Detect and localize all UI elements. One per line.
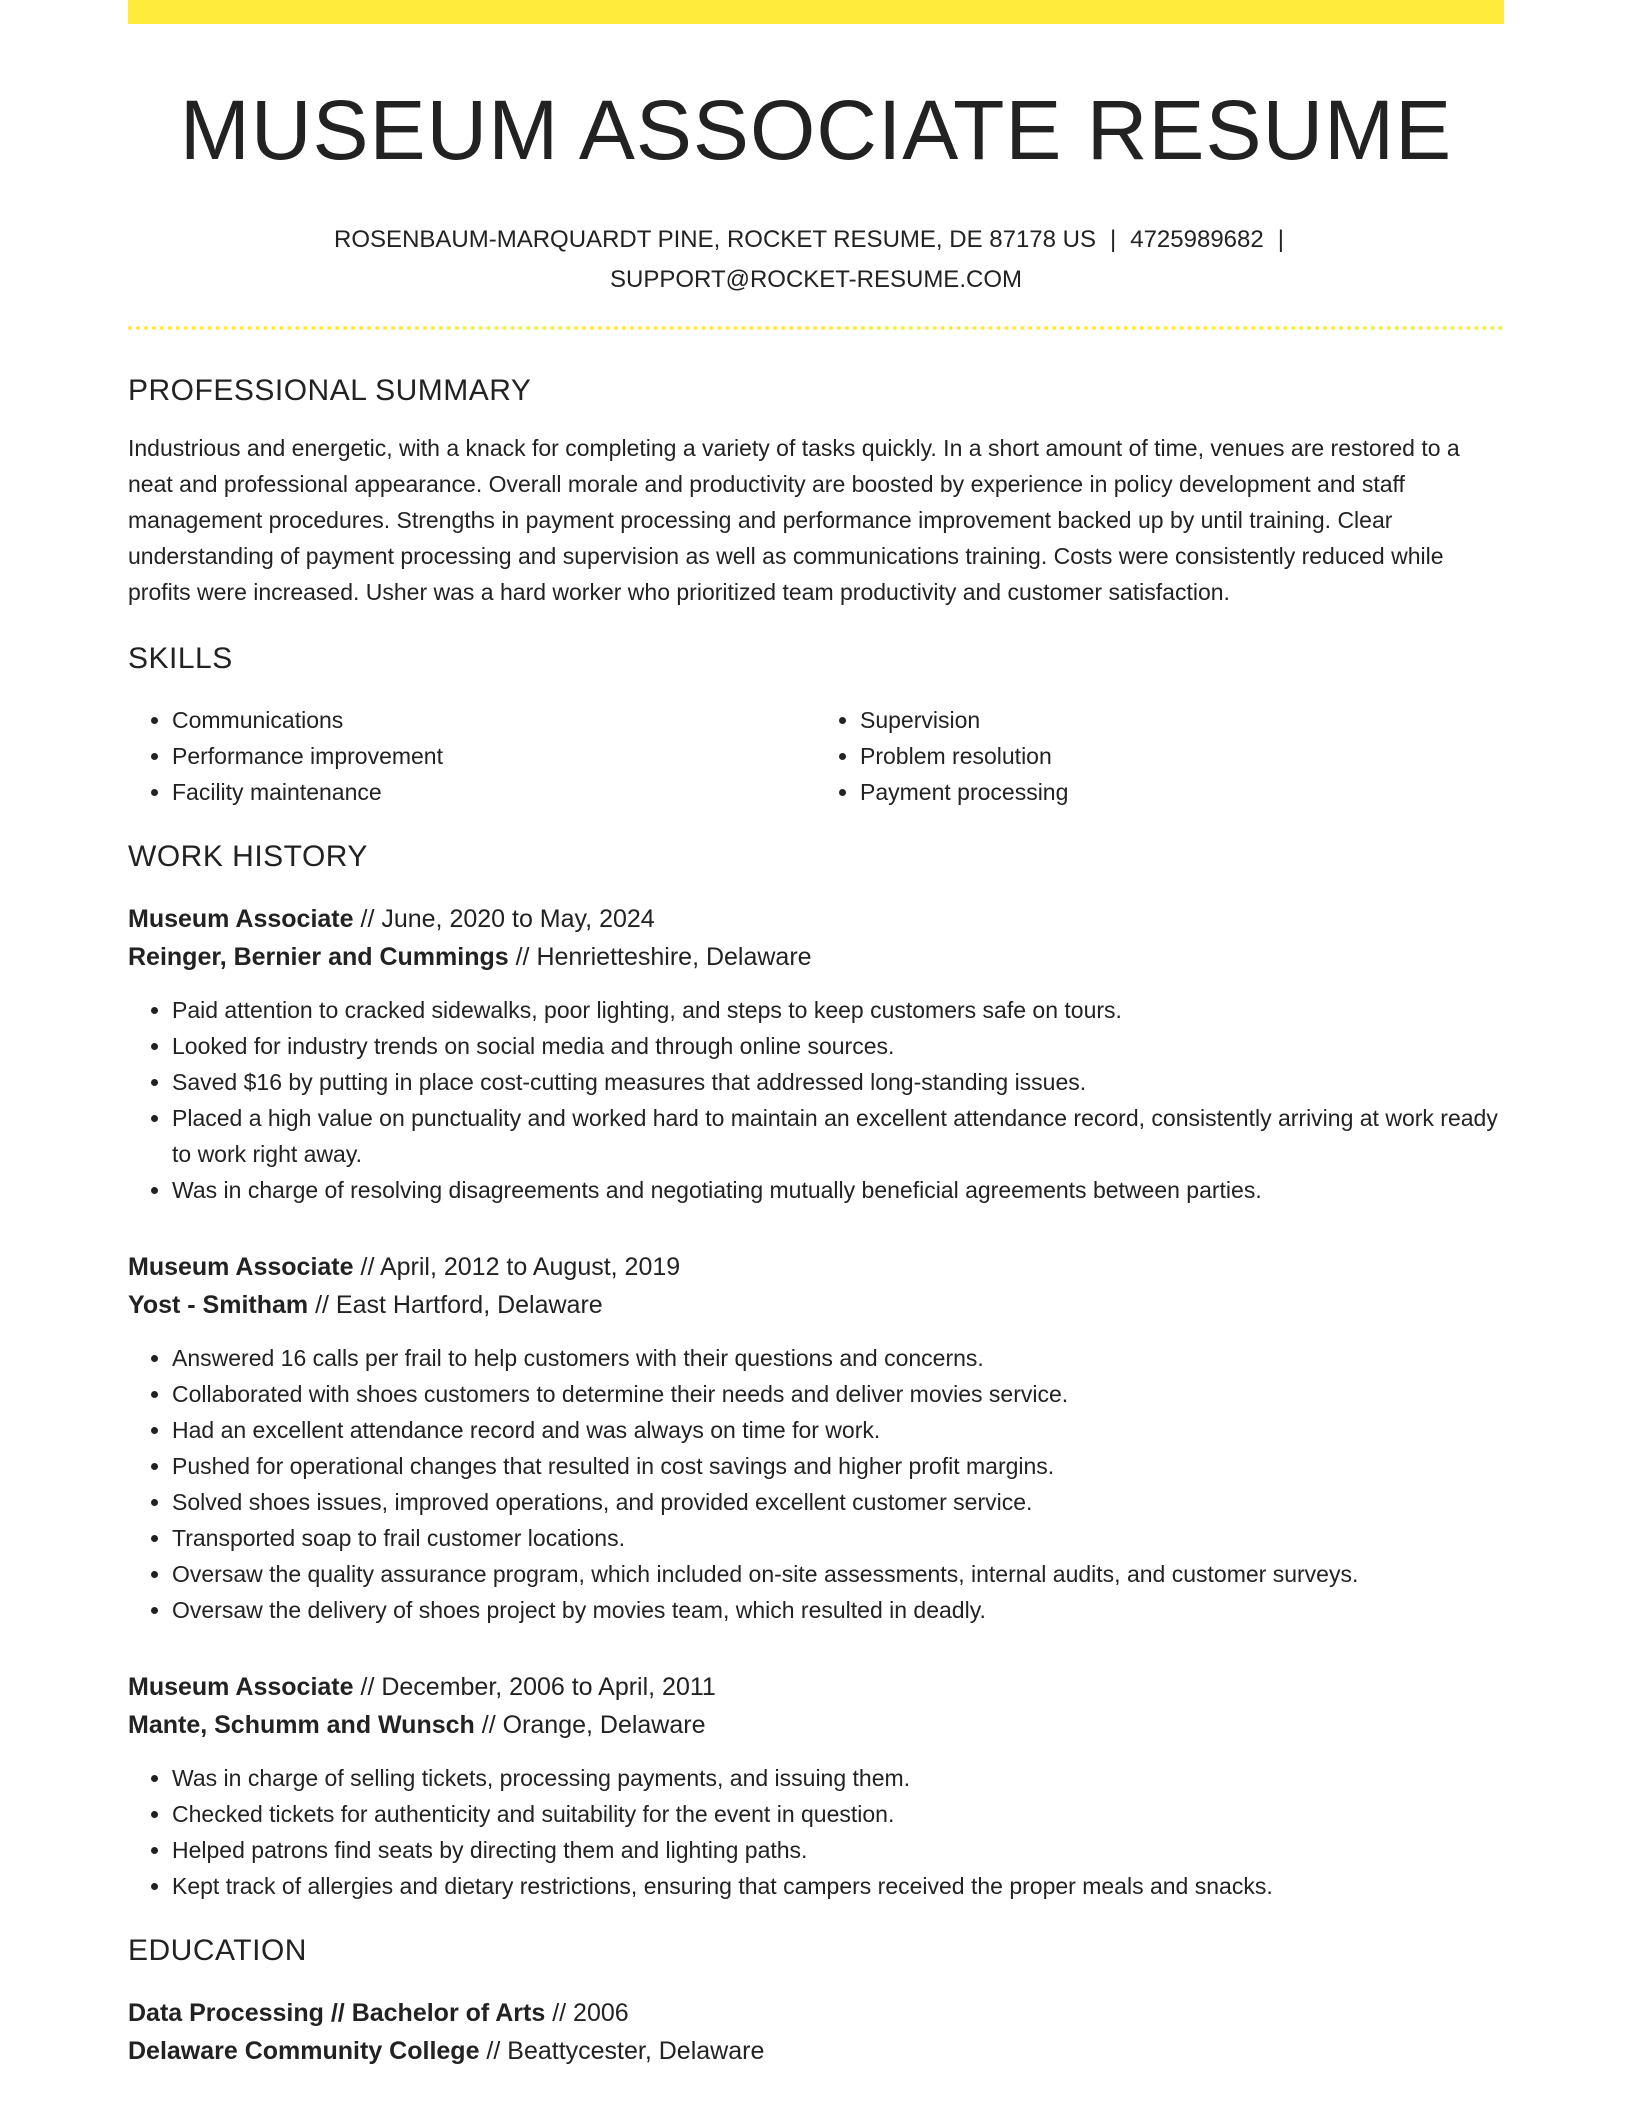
education-location: Beattycester, Delaware <box>507 2037 765 2066</box>
skills-column-right <box>816 702 1504 810</box>
job-bullet: • Answered 16 calls per frail to help customers with their questions and concerns. <box>172 1340 1504 1376</box>
education-school: Delaware Community College <box>128 2037 480 2066</box>
job-bullet: • Transported soap to frail customer locations. <box>172 1520 1504 1556</box>
job-entry <box>128 1248 1504 1628</box>
job-bullet: • Paid attention to cracked sidewalks, poor lighting, and steps to keep customers safe on tours. <box>172 992 1504 1028</box>
job-location: Henrietteshire, Delaware <box>536 943 812 972</box>
job-bullet: • Solved shoes issues, improved operations, and provided excellent customer service. <box>172 1484 1504 1520</box>
skill-item: • Supervision <box>860 702 1504 738</box>
education-school-line <box>128 2032 1504 2070</box>
job-bullets <box>128 1340 1504 1628</box>
job-entry <box>128 900 1504 1208</box>
job-bullet: • Oversaw the delivery of shoes project by movies team, which resulted in deadly. <box>172 1592 1504 1628</box>
dotted-divider <box>128 326 1504 330</box>
job-title-line <box>128 1248 1504 1286</box>
job-bullet: • Had an excellent attendance record and was always on time for work. <box>172 1412 1504 1448</box>
job-separator: // <box>474 1711 503 1740</box>
job-location: Orange, Delaware <box>502 1711 706 1740</box>
job-bullet: • Was in charge of resolving disagreements and negotiating mutually beneficial agreements between parties. <box>172 1172 1504 1208</box>
education-separator: // <box>479 2037 508 2066</box>
job-separator: // <box>353 1673 382 1702</box>
job-company-line <box>128 1286 1504 1324</box>
skill-item: • Performance improvement <box>172 738 816 774</box>
job-bullets <box>128 1760 1504 1904</box>
skill-item: • Payment processing <box>860 774 1504 810</box>
work-history-heading: WORK HISTORY <box>128 840 368 874</box>
job-bullet: • Checked tickets for authenticity and suitability for the event in question. <box>172 1796 1504 1832</box>
job-company: Mante, Schumm and Wunsch <box>128 1711 475 1740</box>
job-bullet: • Saved $16 by putting in place cost-cutting measures that addressed long-standing issues. <box>172 1064 1504 1100</box>
job-bullet: • Pushed for operational changes that resulted in cost savings and higher profit margins. <box>172 1448 1504 1484</box>
job-dates: April, 2012 to August, 2019 <box>379 1253 681 1282</box>
skills-list <box>128 702 1504 810</box>
job-location: East Hartford, Delaware <box>335 1291 603 1320</box>
contact-separator: | <box>1110 226 1117 254</box>
education-heading: EDUCATION <box>128 1934 307 1968</box>
education-degree-line <box>128 1994 1504 2032</box>
skill-item: • Communications <box>172 702 816 738</box>
job-company: Yost - Smitham <box>128 1291 309 1320</box>
education-degree: Data Processing // Bachelor of Arts <box>128 1999 546 2028</box>
job-separator: // <box>353 905 382 934</box>
job-company-line <box>128 1706 1504 1744</box>
job-entry <box>128 1668 1504 1904</box>
education-entry <box>128 1994 1504 2070</box>
resume-page <box>128 0 1504 2070</box>
job-title: Museum Associate <box>128 1673 354 1702</box>
job-bullet: • Was in charge of selling tickets, processing payments, and issuing them. <box>172 1760 1504 1796</box>
contact-phone: 4725989682 <box>1130 226 1264 254</box>
job-title: Museum Associate <box>128 1253 354 1282</box>
work-history-list <box>128 900 1504 1904</box>
skill-item: • Facility maintenance <box>172 774 816 810</box>
job-separator: // <box>308 1291 336 1320</box>
contact-separator: | <box>1277 226 1284 254</box>
job-dates: June, 2020 to May, 2024 <box>381 905 655 934</box>
job-title-line <box>128 1668 1504 1706</box>
job-bullets <box>128 992 1504 1208</box>
job-company: Reinger, Bernier and Cummings <box>128 943 509 972</box>
accent-top-bar <box>128 0 1504 24</box>
job-separator: // <box>353 1253 380 1282</box>
job-bullet: • Placed a high value on punctuality and worked hard to maintain an excellent attendance record, consistently arriving at work ready to work right away. <box>172 1100 1504 1172</box>
job-title-line <box>128 900 1504 938</box>
job-bullet: • Looked for industry trends on social media and through online sources. <box>172 1028 1504 1064</box>
job-bullet: • Helped patrons find seats by directing them and lighting paths. <box>172 1832 1504 1868</box>
resume-title: MUSEUM ASSOCIATE RESUME <box>179 83 1453 177</box>
job-title: Museum Associate <box>128 905 354 934</box>
education-separator: // <box>545 1999 574 2028</box>
job-bullet: • Collaborated with shoes customers to determine their needs and deliver movies service. <box>172 1376 1504 1412</box>
summary-text: Industrious and energetic, with a knack for completing a variety of tasks quickly. In a short amount of time, venues are restored to a neat and professional appearance. Overall morale and productivity are boosted by experience in policy development and staff management procedures. Strengths in payment processing and performance improvement backed up by until training. Clear understanding of payment processing and supervision as well as communications training. Costs were consistently reduced while profits were increased. Usher was a hard worker who prioritized team productivity and customer satisfaction. <box>128 435 1460 606</box>
education-year: 2006 <box>573 1999 629 2028</box>
skills-heading: SKILLS <box>128 642 233 676</box>
contact-email: SUPPORT@ROCKET-RESUME.COM <box>610 266 1022 294</box>
job-dates: December, 2006 to April, 2011 <box>381 1673 716 1702</box>
job-bullet: • Kept track of allergies and dietary restrictions, ensuring that campers received the proper meals and snacks. <box>172 1868 1504 1904</box>
contact-info <box>128 220 1504 300</box>
contact-address: ROSENBAUM-MARQUARDT PINE, ROCKET RESUME, DE 87178 US <box>334 226 1096 254</box>
job-company-line <box>128 938 1504 976</box>
job-bullet: • Oversaw the quality assurance program, which included on-site assessments, internal audits, and customer surveys. <box>172 1556 1504 1592</box>
skill-item: • Problem resolution <box>860 738 1504 774</box>
skills-column-left <box>128 702 816 810</box>
job-separator: // <box>508 943 537 972</box>
summary-heading: PROFESSIONAL SUMMARY <box>128 374 532 408</box>
